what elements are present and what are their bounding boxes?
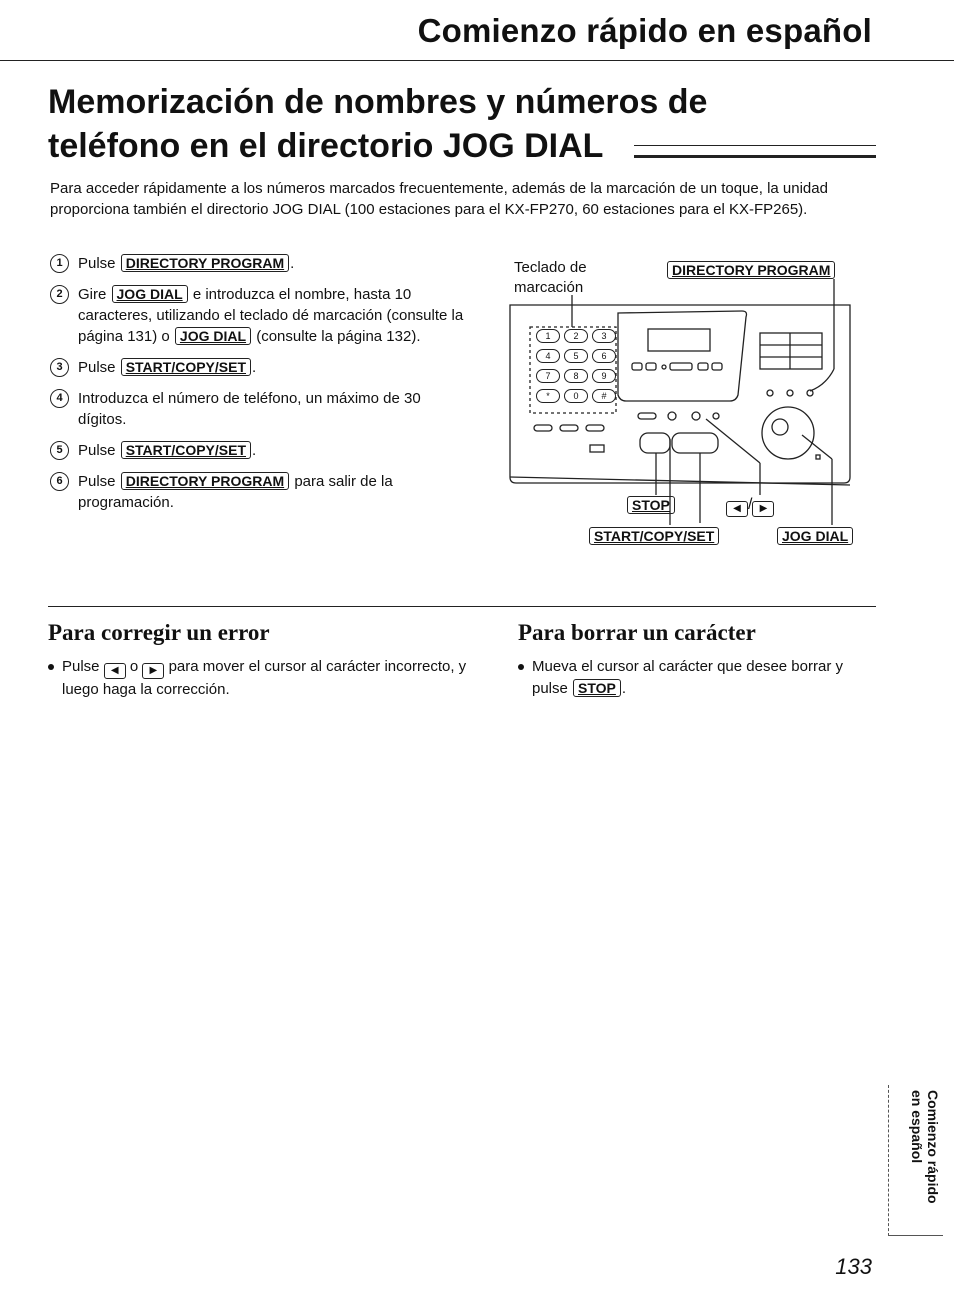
keypad-key: 0 [564, 389, 588, 403]
page-title-line-1: Memorización de nombres y números de [48, 83, 708, 121]
step-5 [50, 440, 470, 461]
step-3 [50, 357, 470, 378]
keypad-key: 2 [564, 329, 588, 343]
jog-dial-key: JOG DIAL [175, 327, 251, 345]
bullet-item [518, 656, 878, 700]
step-number: 2 [50, 285, 69, 304]
stop-label [626, 496, 676, 515]
intro-paragraph: Para acceder rápidamente a los números marcados frecuentemente, además de la marcación de un toque, la unidad proporciona también el directorio JOG DIAL (100 estaciones para el KX-FP270, 60 estaciones para el KX-FP265). [50, 180, 828, 218]
step-number: 6 [50, 472, 69, 491]
step-text: e introduzca el nombre, hasta 10 caracteres, utilizando el teclado dé marcación (consulte la página 131) o [78, 286, 464, 345]
jog-dial [762, 407, 814, 459]
step-text: Pulse [78, 359, 116, 376]
body-text: o [129, 658, 139, 675]
keypad-key: 6 [592, 349, 616, 363]
side-tab [888, 1085, 943, 1236]
delete-character-body [518, 656, 878, 700]
directory-program-label [666, 261, 836, 280]
step-1 [50, 253, 470, 274]
keypad-key: 9 [592, 369, 616, 383]
page-title-line-2: teléfono en el directorio JOG DIAL [48, 127, 604, 165]
step-text: para salir de la programación. [78, 473, 393, 511]
left-arrow-icon: ◀ [104, 663, 126, 679]
display-panel [618, 311, 747, 401]
step-6 [50, 471, 470, 513]
body-text: Pulse [62, 658, 100, 675]
keypad-key: 4 [536, 349, 560, 363]
bullet-item [48, 656, 468, 701]
correct-error-body [48, 656, 468, 701]
step-text: Pulse [78, 473, 116, 490]
title-decoration [634, 145, 876, 158]
fax-illustration [480, 255, 880, 555]
step-number: 4 [50, 389, 69, 408]
step-text: Pulse [78, 255, 116, 272]
step-text: . [290, 255, 295, 272]
keypad-key: 3 [592, 329, 616, 343]
steps-list [50, 253, 470, 523]
start-copy-set-button [672, 433, 718, 453]
jog-dial-key: JOG DIAL [777, 527, 853, 545]
header-title: Comienzo rápido en español [417, 12, 872, 49]
keypad-key: 7 [536, 369, 560, 383]
step-4 [50, 388, 470, 430]
lcd-screen [648, 329, 710, 351]
fax-base-line [510, 477, 850, 485]
stop-key: STOP [627, 496, 675, 514]
directory-program-key: DIRECTORY PROGRAM [121, 254, 289, 272]
right-arrow-icon: ▶ [752, 501, 774, 517]
stop-key: STOP [573, 679, 621, 697]
keypad-key: * [536, 389, 560, 403]
delete-character-heading: Para borrar un carácter [518, 620, 756, 645]
start-copy-set-key: START/COPY/SET [121, 358, 251, 376]
keypad-key: 1 [536, 329, 560, 343]
right-arrow-icon: ▶ [142, 663, 164, 679]
stop-button [640, 433, 670, 453]
keypad-label-line-1: Teclado de [514, 259, 587, 276]
jog-dial-key: JOG DIAL [112, 285, 188, 303]
keypad-key: 5 [564, 349, 588, 363]
side-tab-text [909, 1090, 941, 1204]
step-text: . [252, 442, 257, 459]
directory-program-key: DIRECTORY PROGRAM [667, 261, 835, 279]
keypad-key: 8 [564, 369, 588, 383]
one-touch-block [760, 333, 822, 369]
step-number: 5 [50, 441, 69, 460]
directory-program-key: DIRECTORY PROGRAM [121, 472, 289, 490]
panel-buttons [632, 363, 722, 370]
step-text: Gire [78, 286, 107, 303]
step-text: Introduzca el número de teléfono, un máximo de 30 dígitos. [78, 390, 421, 428]
keypad-key: # [592, 389, 616, 403]
fax-diagram [480, 255, 880, 560]
step-text: . [252, 359, 257, 376]
step-number: 3 [50, 358, 69, 377]
start-copy-set-key: START/COPY/SET [121, 441, 251, 459]
step-text: (consulte la página 132). [256, 328, 421, 345]
step-number: 1 [50, 254, 69, 273]
step-text: Pulse [78, 442, 116, 459]
start-copy-set-key: START/COPY/SET [589, 527, 719, 545]
side-tab-line-2: en español [909, 1090, 925, 1164]
page-number: 133 [835, 1254, 872, 1279]
correct-error-heading: Para corregir un error [48, 620, 270, 645]
header-rule [0, 60, 954, 61]
body-text: para mover el cursor al carácter incorrecto, y luego haga la corrección. [62, 658, 467, 698]
body-text: . [621, 680, 627, 697]
left-arrow-icon: ◀ [726, 501, 748, 517]
start-copy-set-label [588, 527, 720, 546]
keypad [536, 329, 620, 403]
arrow-keys-label: ◀ / ▶ [726, 496, 774, 517]
keypad-label [514, 258, 587, 298]
keypad-label-line-2: marcación [514, 279, 584, 296]
step-2 [50, 284, 470, 347]
section-divider [48, 606, 876, 607]
body-text: Mueva el cursor al carácter que desee borrar y pulse [532, 658, 843, 697]
side-tab-line-1: Comienzo rápido [925, 1090, 941, 1204]
jog-dial-label [776, 527, 854, 546]
